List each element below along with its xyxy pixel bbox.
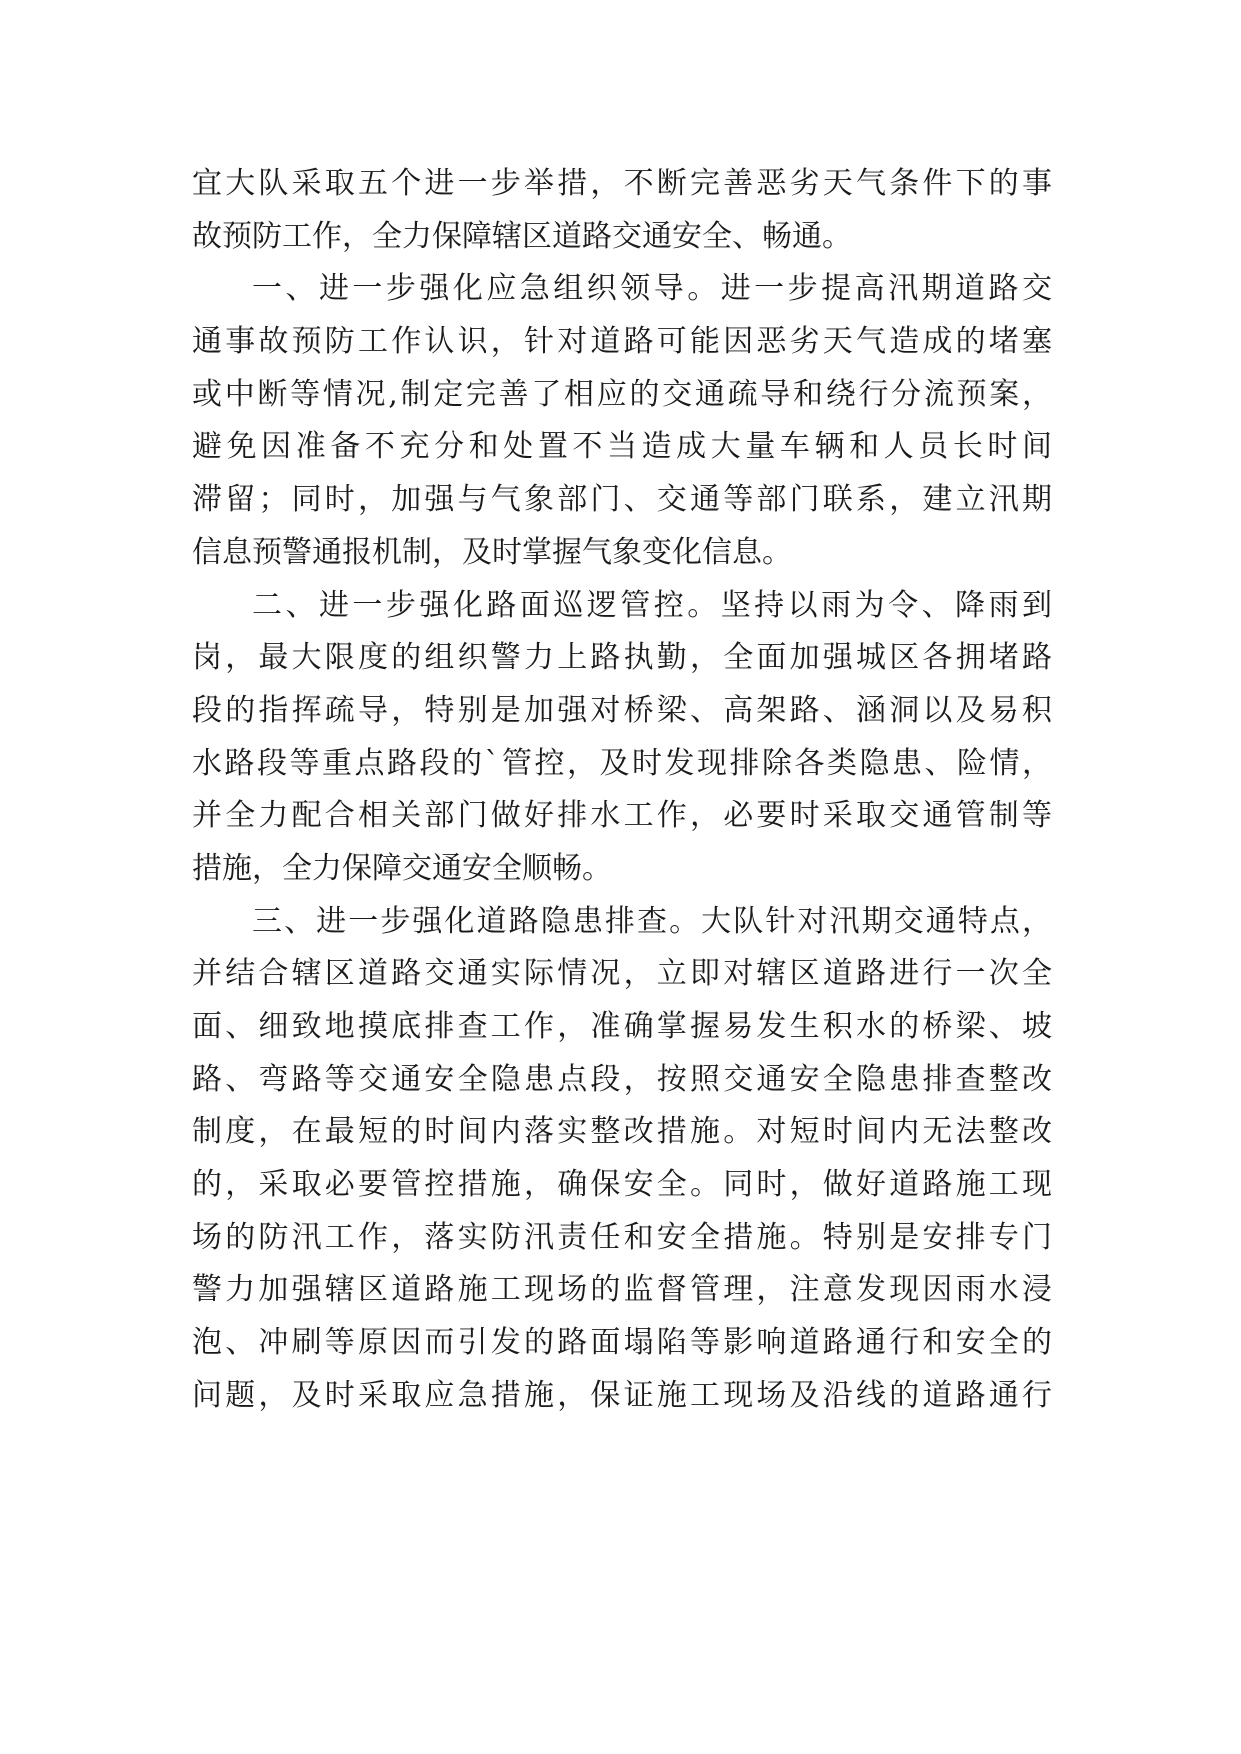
text-line: 警力加强辖区道路施工现场的监督管理，注意发现因雨水浸 xyxy=(192,1272,1052,1308)
text-line: 二、进一步强化路面巡逻管控。坚持以雨为令、降雨到 xyxy=(252,587,1052,623)
text-line: 避免因准备不充分和处置不当造成大量车辆和人员长时间 xyxy=(192,429,1052,465)
text-line: 制度，在最短的时间内落实整改措施。对短时间内无法整改 xyxy=(192,1114,1052,1150)
text-line: 三、进一步强化道路隐患排查。大队针对汛期交通特点， xyxy=(252,903,1052,939)
text-line: 并全力配合相关部门做好排水工作，必要时采取交通管制等 xyxy=(192,798,1052,834)
text-line: 一、进一步强化应急组织领导。进一步提高汛期道路交 xyxy=(252,271,1052,307)
text-line: 面、细致地摸底排查工作，准确掌握易发生积水的桥梁、坡 xyxy=(192,1009,1052,1044)
text-line: 措施，全力保障交通安全顺畅。 xyxy=(192,850,612,886)
text-line: 通事故预防工作认识，针对道路可能因恶劣天气造成的堵塞 xyxy=(192,324,1052,360)
text-line: 泡、冲刷等原因而引发的路面塌陷等影响道路通行和安全的 xyxy=(192,1325,1052,1361)
text-line: 问题，及时采取应急措施，保证施工现场及沿线的道路通行 xyxy=(192,1377,1052,1413)
text-line: 并结合辖区道路交通实际情况，立即对辖区道路进行一次全 xyxy=(192,956,1052,992)
text-line: 岗，最大限度的组织警力上路执勤，全面加强城区各拥堵路 xyxy=(192,640,1052,676)
text-line: 信息预警通报机制，及时掌握气象变化信息。 xyxy=(192,534,792,570)
text-line: 场的防汛工作，落实防汛责任和安全措施。特别是安排专门 xyxy=(192,1219,1052,1255)
text-line: 故预防工作，全力保障辖区道路交通安全、畅通。 xyxy=(192,218,852,254)
text-line: 的，采取必要管控措施，确保安全。同时，做好道路施工现 xyxy=(192,1167,1052,1203)
text-line: 水路段等重点路段的`管控，及时发现排除各类隐患、险情， xyxy=(192,745,1052,781)
text-line: 滞留；同时，加强与气象部门、交通等部门联系，建立汛期 xyxy=(192,482,1052,518)
text-line: 段的指挥疏导，特别是加强对桥梁、高架路、涵洞以及易积 xyxy=(192,692,1052,728)
text-line: 宜大队采取五个进一步举措，不断完善恶劣天气条件下的事 xyxy=(192,166,1052,201)
document-body xyxy=(192,158,1052,1423)
text-line: 或中断等情况,制定完善了相应的交通疏导和绕行分流预案， xyxy=(192,376,1052,412)
text-line: 路、弯路等交通安全隐患点段，按照交通安全隐患排查整改 xyxy=(192,1061,1052,1097)
